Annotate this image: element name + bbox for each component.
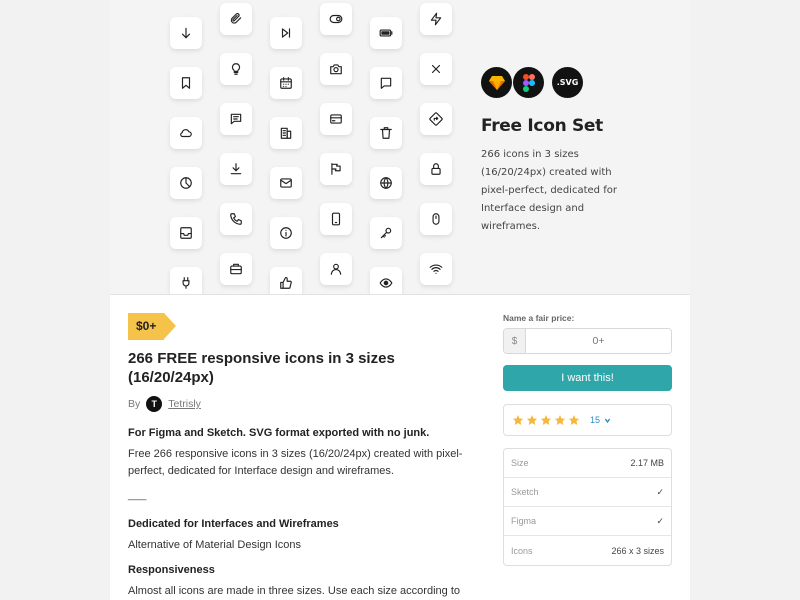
- price-tag: $0+: [128, 313, 164, 340]
- section-heading: Dedicated for Interfaces and Wireframes: [128, 518, 339, 530]
- detail-key: Sketch: [511, 487, 539, 497]
- rating-box[interactable]: [503, 404, 672, 436]
- icon-tile: [370, 117, 402, 149]
- phone-icon: [229, 212, 243, 226]
- product-page: [110, 0, 690, 600]
- details-table: [503, 448, 672, 566]
- icon-tile: [370, 217, 402, 249]
- icon-tile: [170, 67, 202, 99]
- product-title: 266 FREE responsive icons in 3 sizes (16/20/24px): [128, 350, 395, 386]
- credit-card-icon: [329, 112, 343, 126]
- currency-symbol: $: [504, 329, 526, 353]
- icon-tile: [320, 153, 352, 185]
- detail-value: ✓: [656, 515, 664, 526]
- icon-tile: [370, 67, 402, 99]
- product-info: [128, 313, 473, 597]
- pie-chart-icon: [179, 176, 193, 190]
- author-avatar[interactable]: T: [146, 396, 162, 412]
- lock-icon: [429, 162, 443, 176]
- section-text: Almost all icons are made in three sizes. Use each size according to: [128, 585, 460, 597]
- hero-title: Free Icon Set: [481, 116, 603, 136]
- price-label: Name a fair price:: [503, 313, 575, 323]
- icon-tile: [220, 3, 252, 35]
- detail-value: ✓: [656, 486, 664, 497]
- svg-badge: .SVG: [552, 67, 583, 98]
- star-icon: [526, 414, 538, 426]
- icon-tile: [420, 203, 452, 235]
- star-icon: [512, 414, 524, 426]
- author-link[interactable]: Tetrisly: [168, 398, 201, 410]
- paperclip-icon: [229, 12, 243, 26]
- detail-row: [504, 478, 671, 507]
- icon-tile: [170, 17, 202, 49]
- icon-tile: [420, 53, 452, 85]
- price-input-group: [503, 328, 672, 354]
- icon-tile: [220, 153, 252, 185]
- building-icon: [279, 126, 293, 140]
- icon-tile: [320, 3, 352, 35]
- detail-row: [504, 507, 671, 536]
- globe-icon: [379, 176, 393, 190]
- cloud-icon: [179, 126, 193, 140]
- icon-tile: [370, 167, 402, 199]
- toggle-icon: [329, 12, 343, 26]
- description-text: Free 266 responsive icons in 3 sizes (16/20/24px) created with pixel-perfect, dedicated for Interface design and wireframes.: [128, 448, 463, 477]
- icon-tile: [270, 217, 302, 249]
- icon-tile: [220, 53, 252, 85]
- icon-tile: [370, 17, 402, 49]
- icon-tile: [320, 53, 352, 85]
- thumbs-up-icon: [279, 276, 293, 290]
- icon-tile: [420, 153, 452, 185]
- detail-key: Figma: [511, 516, 537, 526]
- download-icon: [229, 162, 243, 176]
- purchase-panel: [503, 313, 672, 566]
- close-icon: [429, 62, 443, 76]
- skip-forward-icon: [279, 26, 293, 40]
- zap-icon: [429, 12, 443, 26]
- hero-cover-image: [110, 0, 690, 295]
- flag-icon: [329, 162, 343, 176]
- detail-value: 266 x 3 sizes: [611, 545, 664, 556]
- plug-icon: [179, 276, 193, 290]
- chevron-down-icon[interactable]: [604, 417, 611, 424]
- rating-stars: [512, 414, 580, 426]
- figma-icon: [513, 67, 544, 98]
- icon-tile: [170, 217, 202, 249]
- icon-tile: [370, 267, 402, 295]
- icon-tile: [270, 167, 302, 199]
- section-heading: Responsiveness: [128, 564, 215, 576]
- calendar-icon: [279, 76, 293, 90]
- by-label: By: [128, 398, 141, 410]
- mouse-icon: [429, 212, 443, 226]
- icon-tile: [420, 253, 452, 285]
- rating-count[interactable]: 15: [590, 415, 601, 425]
- icon-tile: [320, 103, 352, 135]
- star-icon: [568, 414, 580, 426]
- buy-button[interactable]: I want this!: [503, 365, 672, 391]
- icon-tile: [170, 267, 202, 295]
- battery-icon: [379, 26, 393, 40]
- key-icon: [379, 226, 393, 240]
- icon-tile: [270, 117, 302, 149]
- message-icon: [229, 112, 243, 126]
- detail-value: 2.17 MB: [630, 458, 664, 468]
- navigation-icon: [429, 112, 443, 126]
- user-icon: [329, 262, 343, 276]
- smartphone-icon: [329, 212, 343, 226]
- section-text: Alternative of Material Design Icons: [128, 539, 302, 551]
- briefcase-icon: [229, 262, 243, 276]
- description-heading: For Figma and Sketch. SVG format exported with no junk.: [128, 427, 430, 439]
- icon-tile: [170, 167, 202, 199]
- price-input[interactable]: [526, 329, 671, 353]
- star-icon: [554, 414, 566, 426]
- wifi-icon: [429, 262, 443, 276]
- hero-description: 266 icons in 3 sizes (16/20/24px) created with pixel-perfect, dedicated for Interface design and wireframes.: [481, 149, 617, 232]
- icon-tile: [270, 67, 302, 99]
- icon-tile: [170, 117, 202, 149]
- detail-key: Icons: [511, 545, 533, 556]
- icon-tile: [320, 253, 352, 285]
- icon-tile: [220, 203, 252, 235]
- description-separator: ___: [128, 489, 147, 501]
- arrow-down-icon: [179, 26, 193, 40]
- star-icon: [540, 414, 552, 426]
- icon-tile: [220, 103, 252, 135]
- detail-key: Size: [511, 458, 529, 468]
- trash-icon: [379, 126, 393, 140]
- info-icon: [279, 226, 293, 240]
- mail-icon: [279, 176, 293, 190]
- eye-icon: [379, 276, 393, 290]
- icon-tile: [270, 267, 302, 295]
- lightbulb-icon: [229, 62, 243, 76]
- chat-icon: [379, 76, 393, 90]
- detail-row: [504, 536, 671, 565]
- sketch-icon: [481, 67, 512, 98]
- icon-tile: [320, 203, 352, 235]
- inbox-icon: [179, 226, 193, 240]
- icon-tile: [420, 3, 452, 35]
- icon-tile: [420, 103, 452, 135]
- detail-row: [504, 449, 671, 478]
- icon-tile: [270, 17, 302, 49]
- bookmark-icon: [179, 76, 193, 90]
- byline: [128, 395, 473, 413]
- camera-icon: [329, 62, 343, 76]
- icon-tile: [220, 253, 252, 285]
